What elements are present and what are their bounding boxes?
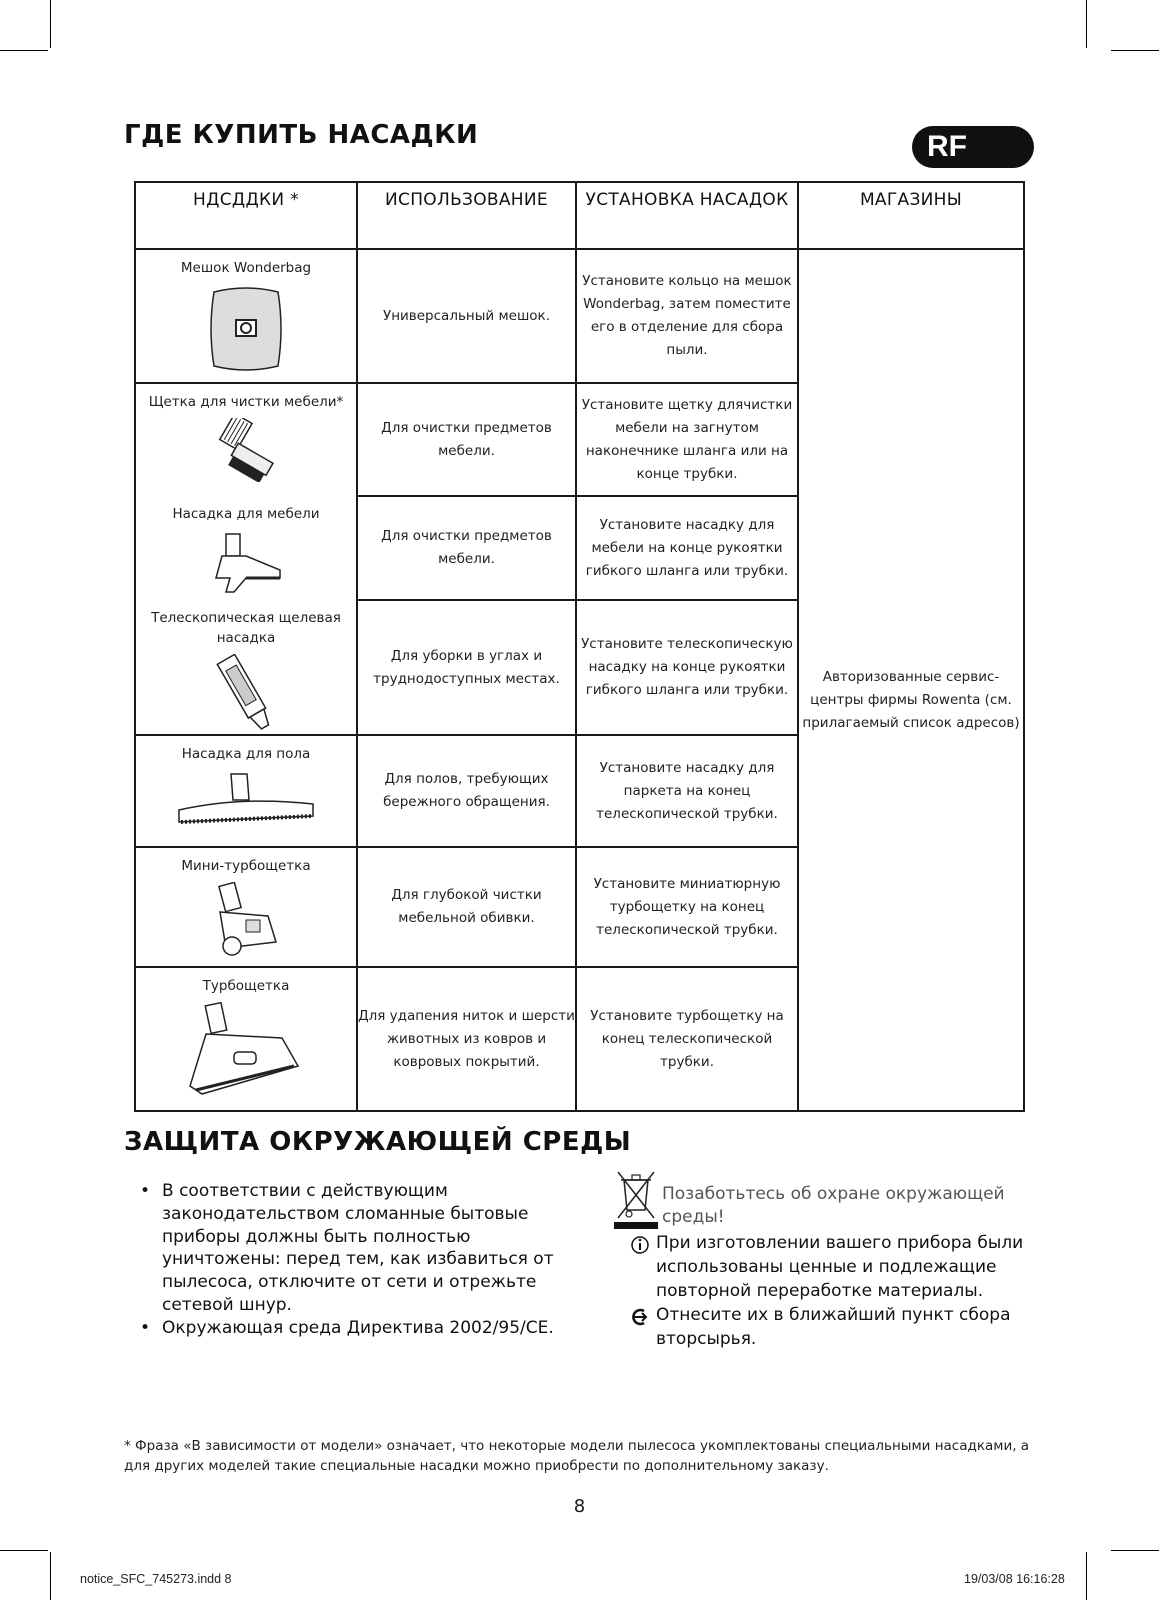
weee-bin-icon <box>614 1168 658 1230</box>
footnote: * Фраза «В зависимости от модели» означает, что некоторые модели пылесоса укомплектованы специальными насадками, а для других моделей такие специальные насадки можно приобрести по дополнительному заказу. <box>124 1438 1030 1474</box>
header-usage: ИСПОЛЬЗОВАНИЕ <box>357 182 576 249</box>
dust-bag-icon <box>206 284 286 374</box>
turbo-brush-icon <box>186 1002 306 1102</box>
furniture-brush-icon <box>206 418 286 482</box>
usage-cell: Для очистки предметов мебели. <box>357 496 576 600</box>
language-badge <box>912 126 1034 168</box>
accessory-cell <box>135 600 357 735</box>
list-item: • Окружающая среда Директива 2002/95/CE. <box>132 1317 582 1340</box>
page-number: 8 <box>573 1496 586 1517</box>
eco-text: Отнесите их в ближайший пункт сбора вторсырья. <box>656 1305 1011 1349</box>
header-install: УСТАНОВКА НАСАДОК <box>576 182 798 249</box>
accessories-table <box>134 181 1025 1112</box>
accessory-name: Щетка для чистки мебели* <box>148 394 344 410</box>
install-cell: Установите насадку для паркета на конец телескопической трубки. <box>576 735 798 847</box>
usage-cell: Для очистки предметов мебели. <box>357 383 576 496</box>
accessory-cell <box>135 967 357 1111</box>
print-slug-file: notice_SFC_745273.indd 8 <box>80 1572 232 1586</box>
crop-mark <box>0 50 48 51</box>
install-cell: Установите миниатюрную турбощетку на конец телескопической трубки. <box>576 847 798 967</box>
list-item <box>628 1231 1038 1303</box>
usage-cell: Для удапения ниток и шерсти животных из ковров и ковровых покрытий. <box>357 967 576 1111</box>
accessory-cell <box>135 847 357 967</box>
crop-mark <box>1111 1550 1159 1551</box>
accessory-cell <box>135 735 357 847</box>
accessory-cell <box>135 496 357 600</box>
eco-list <box>628 1231 1038 1351</box>
install-cell: Установите турбощетку на конец телескопической трубки. <box>576 967 798 1111</box>
crop-mark <box>50 1552 51 1600</box>
print-slug-date: 19/03/08 16:16:28 <box>964 1572 1065 1586</box>
eco-heading: Позаботьтесь об охране окружающей среды! <box>662 1184 1005 1227</box>
disposal-list <box>132 1180 582 1340</box>
header-shops: МАГАЗИНЫ <box>798 182 1024 249</box>
floor-nozzle-icon <box>171 770 321 832</box>
shop-cell: Авторизованные сервис-центры фирмы Rowenta (см. прилагаемый список адресов) <box>798 249 1024 1111</box>
accessory-cell <box>135 383 357 496</box>
accessory-name: Мини-турбощетка <box>181 858 311 874</box>
crevice-tool-icon <box>206 654 286 734</box>
usage-cell: Универсальный мешок. <box>357 249 576 383</box>
eco-text: При изготовлении вашего прибора были использованы ценные и подлежащие повторной переработке материалы. <box>656 1233 1024 1301</box>
install-cell: Установите кольцо на мешок Wonderbag, затем поместите его в отделение для сбора пыли. <box>576 249 798 383</box>
accessory-name: Насадка для мебели <box>172 506 320 522</box>
crop-mark <box>1086 0 1087 48</box>
accessory-name: Турбощетка <box>202 978 290 994</box>
usage-cell: Для глубокой чистки мебельной обивки. <box>357 847 576 967</box>
crop-mark <box>1086 1552 1087 1600</box>
info-icon <box>628 1235 652 1255</box>
table-header-row <box>135 182 1024 249</box>
crop-mark <box>50 0 51 48</box>
list-item: • В соответствии с действующим законодательством сломанные бытовые приборы должны быть полностью уничтожены: перед тем, как избавиться от пылесоса, отключите от сети и отрежьте сетевой шнур. <box>132 1180 582 1317</box>
page-title: ГДЕ КУПИТЬ НАСАДКИ <box>124 120 479 150</box>
mini-turbo-brush-icon <box>206 882 286 962</box>
section-title: ЗАЩИТА ОКРУЖАЮЩЕЙ СРЕДЫ <box>124 1127 632 1157</box>
crop-mark <box>0 1550 48 1551</box>
upholstery-nozzle-icon <box>206 530 286 596</box>
install-cell: Установите насадку для мебели на конце рукоятки гибкого шланга или трубки. <box>576 496 798 600</box>
arrow-icon <box>628 1307 652 1327</box>
usage-cell: Для полов, требующих бережного обращения. <box>357 735 576 847</box>
accessory-name: Насадка для пола <box>181 746 311 762</box>
accessory-cell <box>135 249 357 383</box>
accessory-name: Мешок Wonderbag <box>180 260 312 276</box>
crop-mark <box>1111 50 1159 51</box>
list-item <box>628 1303 1038 1351</box>
usage-cell: Для уборки в углах и труднодоступных местах. <box>357 600 576 735</box>
table-row <box>135 249 1024 383</box>
language-badge-label: RF <box>927 130 967 163</box>
header-accessories: НДСДДКИ * <box>135 182 357 249</box>
install-cell: Установите щетку длячистки мебели на загнутом наконечнике шланга или на конце трубки. <box>576 383 798 496</box>
install-cell: Установите телескопическую насадку на конце рукоятки гибкого шланга или трубки. <box>576 600 798 735</box>
accessory-name: Телескопическая щелевая насадка <box>151 610 341 646</box>
